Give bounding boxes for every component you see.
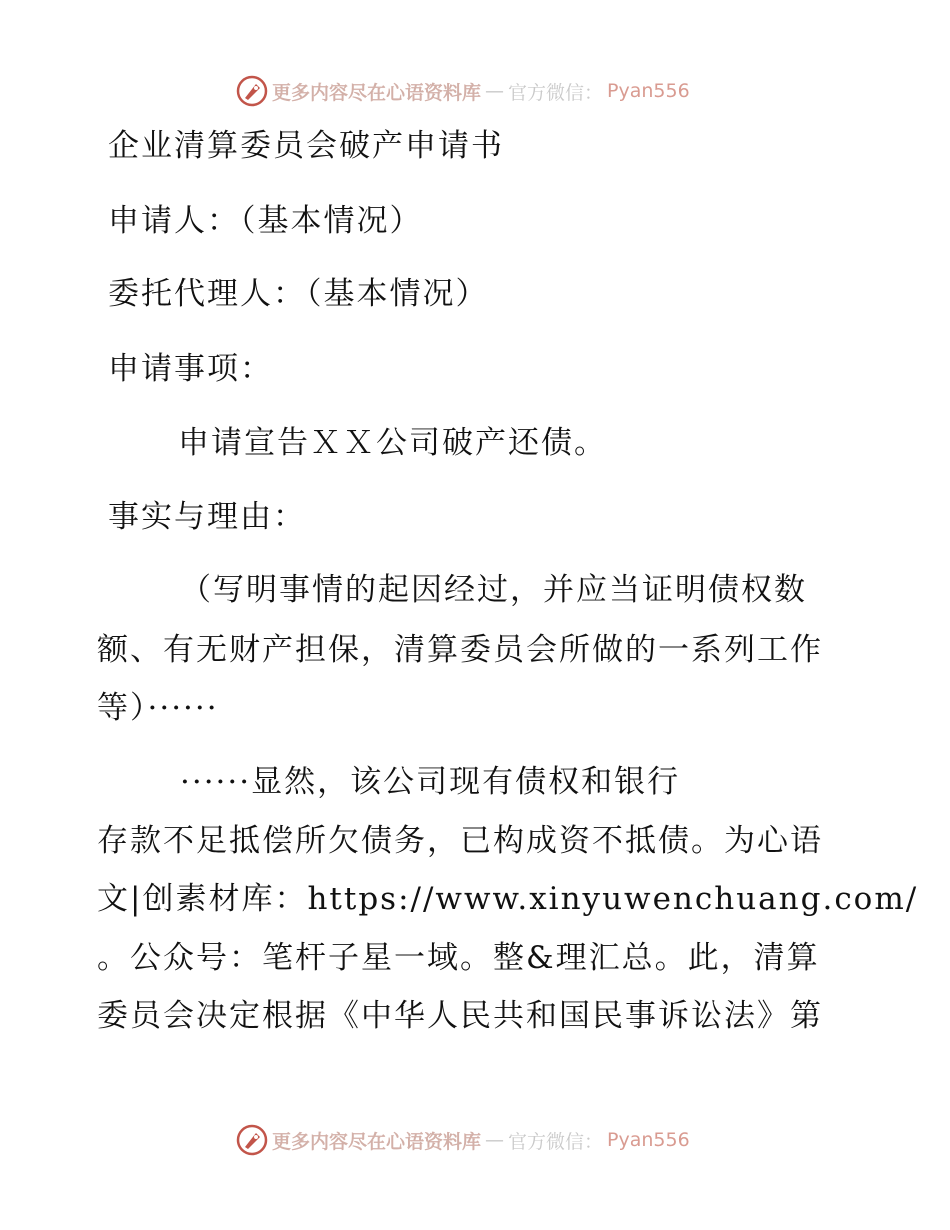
document-title: 企业清算委员会破产申请书 <box>108 128 504 164</box>
watermark-wechat-label: 官方微信： <box>508 81 604 104</box>
paragraph2-line: ······显然，该公司现有债权和银行 <box>180 764 681 800</box>
paragraph2-line: 文|创素材库：https://www.xinyuwenchuang.com/ <box>97 881 919 917</box>
facts-heading: 事实与理由： <box>108 499 306 535</box>
applicant-line: 申请人：（基本情况） <box>108 203 423 239</box>
watermark-wechat-account: Pyan556 <box>607 1129 690 1151</box>
watermark-text: 更多内容尽在心语资料库 <box>272 81 482 104</box>
paragraph1-line: （写明事情的起因经过，并应当证明债权数 <box>180 572 807 608</box>
header-watermark <box>236 74 690 108</box>
agent-line: 委托代理人：（基本情况） <box>108 276 489 312</box>
watermark-separator: — <box>485 80 505 102</box>
paragraph2-line: 存款不足抵偿所欠债务，已构成资不抵债。为心语 <box>97 823 823 859</box>
watermark-wechat-account: Pyan556 <box>607 80 690 102</box>
matters-heading: 申请事项： <box>108 351 273 387</box>
watermark-wechat-label: 官方微信： <box>508 1130 604 1153</box>
pen-nib-icon <box>236 75 268 107</box>
paragraph2-line: 委员会决定根据《中华人民共和国民事诉讼法》第 <box>97 998 823 1034</box>
watermark-text: 更多内容尽在心语资料库 <box>272 1130 482 1153</box>
pen-nib-icon <box>236 1124 268 1156</box>
footer-watermark <box>236 1123 690 1157</box>
paragraph2-line: 。公众号：笔杆子星一域。整&理汇总。此，清算 <box>97 940 820 976</box>
matters-text: 申请宣告ＸＸ公司破产还债。 <box>178 425 607 461</box>
watermark-separator: — <box>485 1129 505 1151</box>
paragraph1-line: 等）······ <box>97 690 219 726</box>
paragraph1-line: 额、有无财产担保，清算委员会所做的一系列工作 <box>97 632 823 668</box>
